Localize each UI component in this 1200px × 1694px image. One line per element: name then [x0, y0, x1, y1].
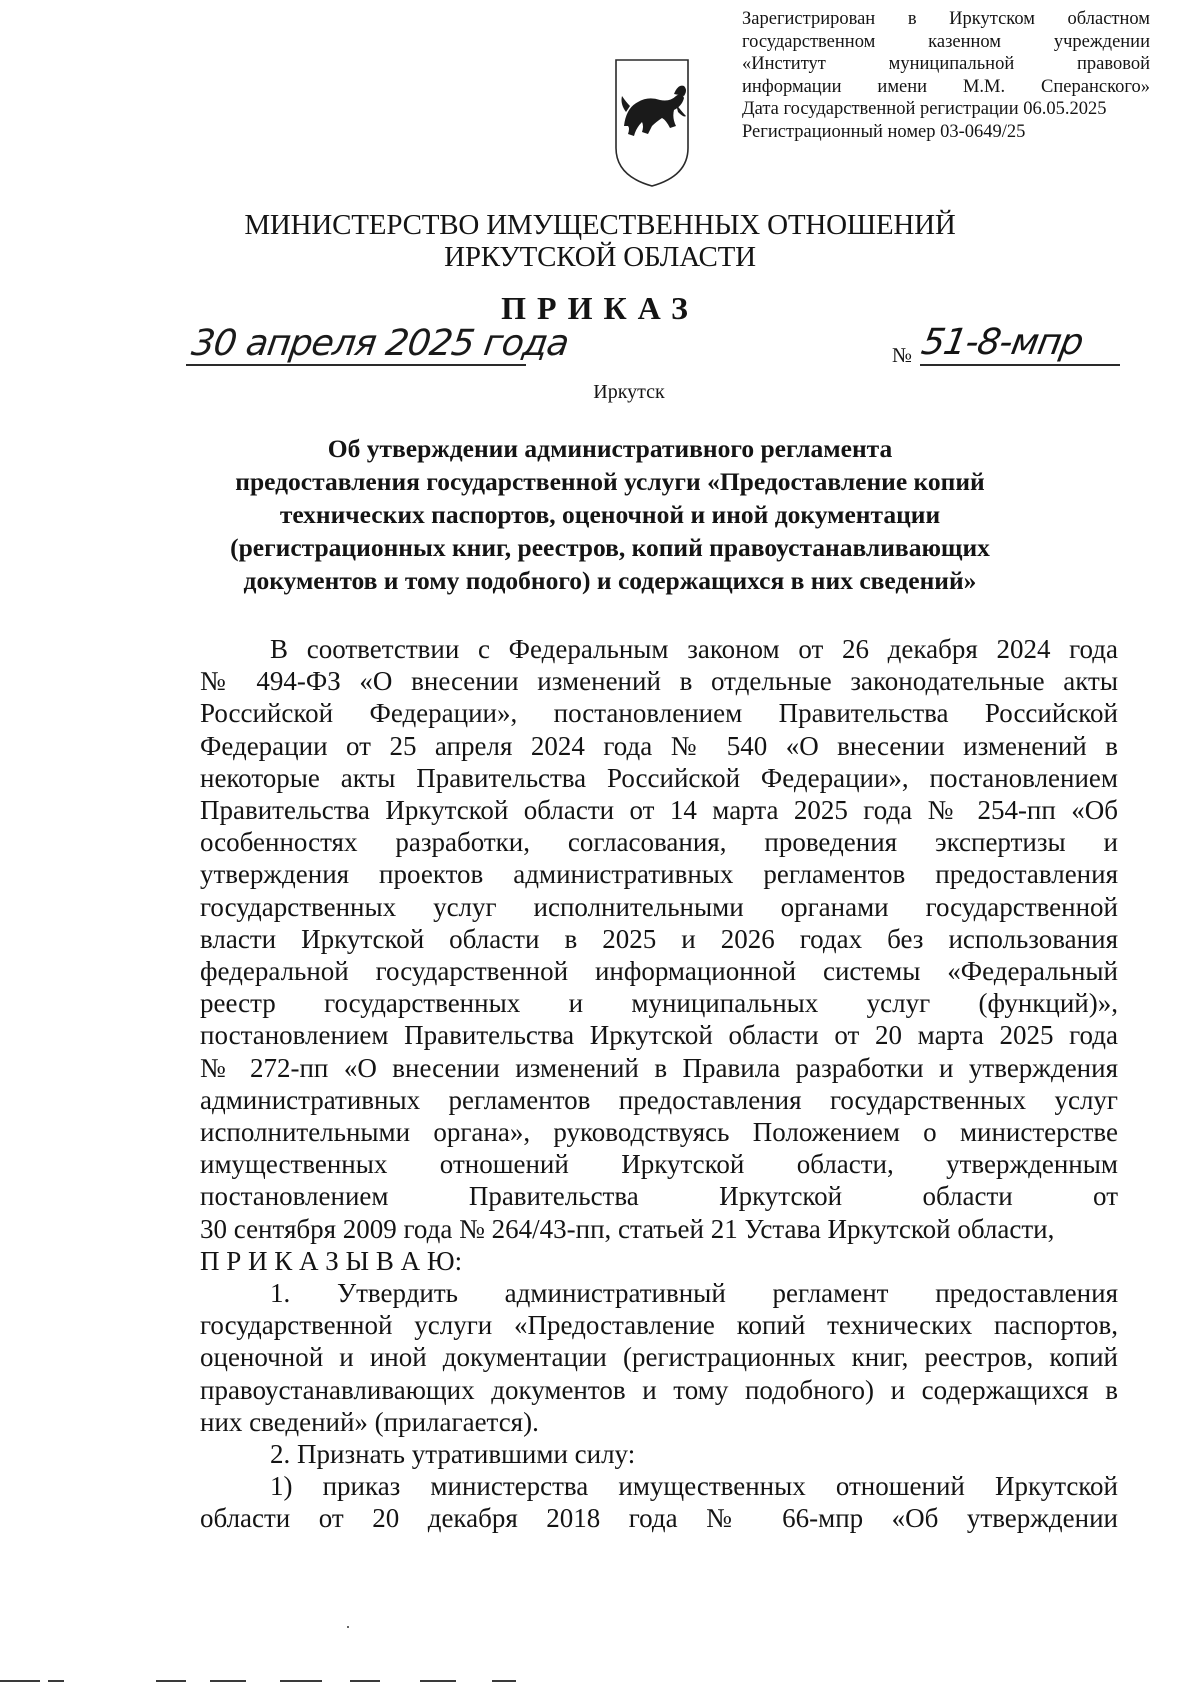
- document-body: [200, 633, 1118, 1535]
- scan-dash: [156, 1680, 186, 1682]
- scan-dash: [210, 1680, 246, 1682]
- title-line: предоставления государственной услуги «Предоставление копий: [235, 467, 985, 496]
- body-line: постановлением Правительства Иркутской области от: [200, 1181, 1118, 1212]
- irkutsk-coat-of-arms-icon: [612, 56, 692, 190]
- body-line: 2. Признать утратившими силу:: [270, 1439, 636, 1470]
- body-line: власти Иркутской области в 2025 и 2026 годах без использования: [200, 923, 1118, 954]
- body-line: Правительства Иркутской области от 14 марта 2025 года № 254-пп «Об: [200, 795, 1118, 826]
- title-line: технических паспортов, оценочной и иной документации: [279, 500, 941, 529]
- body-line: 30 сентября 2009 года № 264/43-пп, статьей 21 Устава Иркутской области,: [200, 1213, 1055, 1244]
- body-line: № 272-пп «О внесении изменений в Правила разработки и утверждения: [200, 1052, 1118, 1083]
- body-line: государственных услуг исполнительными органами государственной: [200, 891, 1118, 922]
- body-line: имущественных отношений Иркутской области, утвержденным: [200, 1149, 1118, 1180]
- number-underline: [920, 364, 1120, 366]
- scan-dash: [350, 1680, 380, 1682]
- registration-line: государственном казенном учреждении: [742, 31, 1150, 52]
- scan-dash: [420, 1680, 456, 1682]
- city-name: Иркутск: [593, 381, 665, 403]
- body-line: реестр государственных и муниципальных услуг (функций)»,: [200, 988, 1118, 1019]
- body-line: № 494-ФЗ «О внесении изменений в отдельные законодательные акты: [200, 666, 1118, 697]
- body-line: утверждения проектов административных регламентов предоставления: [200, 859, 1118, 890]
- body-line: правоустанавливающих документов и тому подобного) и содержащихся в: [200, 1374, 1118, 1405]
- body-line: них сведений» (прилагается).: [200, 1406, 539, 1437]
- body-line: Российской Федерации», постановлением Правительства Российской: [200, 698, 1118, 729]
- order-heading: ПРИКАЗ: [501, 290, 699, 326]
- title-line: документов и тому подобного) и содержащихся в них сведений»: [243, 566, 977, 595]
- registration-date: Дата государственной регистрации 06.05.2025: [742, 99, 1107, 119]
- body-line: некоторые акты Правительства Российской Федерации», постановлением: [200, 762, 1118, 793]
- order-verb: П Р И К А З Ы В А Ю:: [200, 1245, 463, 1276]
- body-line: 1. Утвердить административный регламент предоставления: [270, 1278, 1118, 1309]
- order-number-label: №: [892, 343, 913, 367]
- order-date: 30 апреля 2025 года: [189, 323, 571, 364]
- body-line: области от 20 декабря 2018 года № 66-мпр «Об утверждении: [200, 1503, 1118, 1534]
- body-line: оценочной и иной документации (регистрационных книг, реестров, копий: [200, 1342, 1118, 1373]
- registration-line: информации имени М.М. Сперанского»: [742, 76, 1150, 97]
- registration-stamp: [742, 8, 1150, 143]
- body-line: административных регламентов предоставления государственных услуг: [200, 1084, 1118, 1115]
- body-line: федеральной государственной информационной системы «Федеральный: [200, 956, 1118, 987]
- scan-dash: [280, 1680, 322, 1682]
- scan-dash: [48, 1680, 64, 1682]
- title-line: Об утверждении административного регламента: [327, 434, 893, 463]
- registration-number: Регистрационный номер 03-0649/25: [742, 121, 1026, 142]
- body-line: исполнительными органа», руководствуясь Положением о министерстве: [200, 1117, 1118, 1148]
- document-title: [150, 432, 1070, 597]
- date-underline: [186, 364, 526, 366]
- body-line: государственной услуги «Предоставление копий технических паспортов,: [200, 1310, 1118, 1341]
- registration-line: «Институт муниципальной правовой: [742, 54, 1150, 74]
- body-line: Федерации от 25 апреля 2024 года № 540 «О внесении изменений в: [200, 730, 1118, 761]
- body-line: 1) приказ министерства имущественных отношений Иркутской: [270, 1471, 1118, 1502]
- registration-line: Зарегистрирован в Иркутском областном: [742, 9, 1150, 29]
- footer-scan-marks: [0, 1680, 1200, 1686]
- scan-dash: [0, 1680, 40, 1682]
- ministry-name-line2: ИРКУТСКОЙ ОБЛАСТИ: [444, 241, 756, 273]
- title-line: (регистрационных книг, реестров, копий правоустанавливающих: [230, 533, 990, 562]
- body-line: В соответствии с Федеральным законом от 26 декабря 2024 года: [270, 634, 1118, 664]
- scan-dash: [492, 1680, 516, 1682]
- order-number: 51-8-мпр: [918, 322, 1086, 363]
- body-line: особенностях разработки, согласования, проведения экспертизы и: [200, 827, 1118, 858]
- body-line: постановлением Правительства Иркутской области от 20 марта 2025 года: [200, 1020, 1118, 1051]
- ministry-name-line1: МИНИСТЕРСТВО ИМУЩЕСТВЕННЫХ ОТНОШЕНИЙ: [244, 209, 956, 241]
- scan-speck: [347, 1626, 349, 1628]
